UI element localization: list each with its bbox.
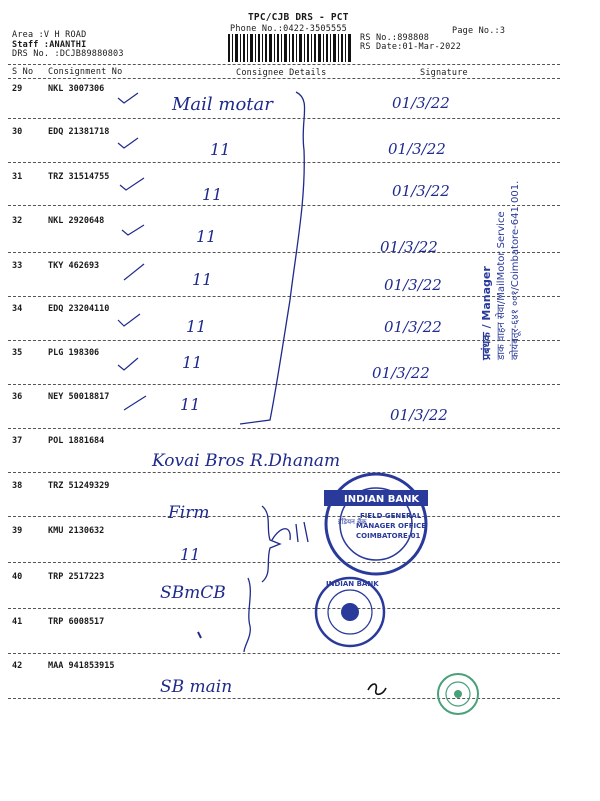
stamp-line: MANAGER OFFICE: [356, 522, 427, 530]
drs-number: DRS No. :DCJB89880803: [12, 49, 124, 59]
area-label: Area :V H ROAD: [12, 30, 87, 40]
brace-mark: [244, 578, 250, 652]
row-sno: 30: [12, 127, 23, 137]
manager-stamp: [480, 181, 521, 361]
stamp-line: कोयंबतूर-६४१ ००१/Coimbatore-641 001.: [510, 180, 521, 360]
ditto-mark: 11: [182, 353, 203, 372]
dot-mark: [198, 632, 201, 638]
row-consignment: NKL 3007306: [48, 84, 105, 94]
row-consignment: NKL 2920648: [48, 216, 105, 226]
staff-label: Staff :ANANTHI: [12, 40, 87, 50]
rs-number: RS No.:898808: [360, 33, 430, 43]
row-consignment: TKY 462693: [48, 261, 100, 271]
row-consignment: NEY 50018817: [48, 392, 110, 402]
kovai-bros-note: Kovai Bros R.Dhanam: [152, 451, 341, 471]
indian-bank-stamp-2: [316, 578, 384, 646]
stamp-line: FIELD GENERAL: [360, 512, 422, 520]
row-sno: 36: [12, 392, 23, 402]
row-consignment: EDQ 23204110: [48, 304, 110, 314]
ditto-mark: 11: [192, 270, 213, 289]
ditto-mark: 11: [210, 140, 231, 159]
row-consignment: MAA 941853915: [48, 661, 115, 671]
signature-date: 01/3/22: [388, 140, 446, 158]
col-consignee: Consignee Details: [236, 68, 327, 78]
row-consignment: KMU 2130632: [48, 526, 105, 536]
stamp-line: INDIAN BANK: [326, 580, 379, 588]
stamp-line: इंडियन बैंक: [338, 518, 367, 526]
row-sno: 41: [12, 617, 23, 627]
row-sno: 37: [12, 436, 23, 446]
row-consignment: TRZ 31514755: [48, 172, 110, 182]
rs-date: RS Date:01-Mar-2022: [360, 42, 462, 52]
signature-date: 01/3/22: [390, 406, 448, 424]
signature-date: 01/3/22: [392, 94, 450, 112]
tick-marks: [118, 93, 146, 410]
row-consignment: POL 1881684: [48, 436, 105, 446]
sb-main-note: SB main: [160, 677, 233, 697]
stamp-line: डाक वाहन सेवा/MailMotor Service: [496, 211, 507, 360]
page-number: Page No.:3: [452, 26, 506, 36]
row-sno: 40: [12, 572, 23, 582]
row-consignment: EDQ 21381718: [48, 127, 110, 137]
mail-motor-note: Mail motar: [172, 94, 273, 115]
stamp-line: COIMBATORE-01: [356, 532, 421, 540]
brace-mark: [262, 506, 280, 582]
signature-date: 01/3/22: [392, 182, 450, 200]
stamp-line: प्रबंधक / Manager: [480, 266, 493, 360]
signature-date: 01/3/22: [380, 238, 438, 256]
col-consignment: Consignment No: [48, 67, 123, 77]
row-sno: 34: [12, 304, 23, 314]
firm-note: Firm: [168, 503, 210, 523]
row-consignment: TRP 2517223: [48, 572, 105, 582]
ditto-mark: 11: [180, 395, 201, 414]
row-consignment: TRZ 51249329: [48, 481, 110, 491]
sheet-title: TPC/CJB DRS - PCT: [248, 12, 349, 23]
ditto-mark: 11: [202, 185, 223, 204]
row-sno: 39: [12, 526, 23, 536]
ditto-mark: 11: [196, 227, 217, 246]
green-seal: [438, 674, 478, 714]
ditto-mark: 11: [186, 317, 207, 336]
row-sno: 38: [12, 481, 23, 491]
phone-number: Phone No.:0422-3505555: [230, 24, 347, 34]
col-sno: S No: [12, 67, 34, 77]
row-consignment: PLG 198306: [48, 348, 100, 358]
signature-date: 01/3/22: [384, 318, 442, 336]
brace-line: [240, 92, 305, 424]
initials-mark: [272, 522, 308, 542]
col-signature: Signature: [420, 68, 468, 78]
row-sno: 29: [12, 84, 23, 94]
scribble-mark: [368, 684, 386, 694]
row-sno: 42: [12, 661, 23, 671]
stamp-bank-name: INDIAN BANK: [344, 494, 420, 505]
signature-date: 01/3/22: [372, 364, 430, 382]
row-sno: 31: [12, 172, 23, 182]
row-sno: 32: [12, 216, 23, 226]
row-sno: 33: [12, 261, 23, 271]
signature-date: 01/3/22: [384, 276, 442, 294]
row-consignment: TRP 6008517: [48, 617, 105, 627]
sbmcb-note: SBmCB: [160, 583, 226, 603]
indian-bank-stamp: [324, 474, 428, 574]
ditto-mark: 11: [180, 545, 201, 564]
signature-column: [372, 94, 450, 424]
row-sno: 35: [12, 348, 23, 358]
